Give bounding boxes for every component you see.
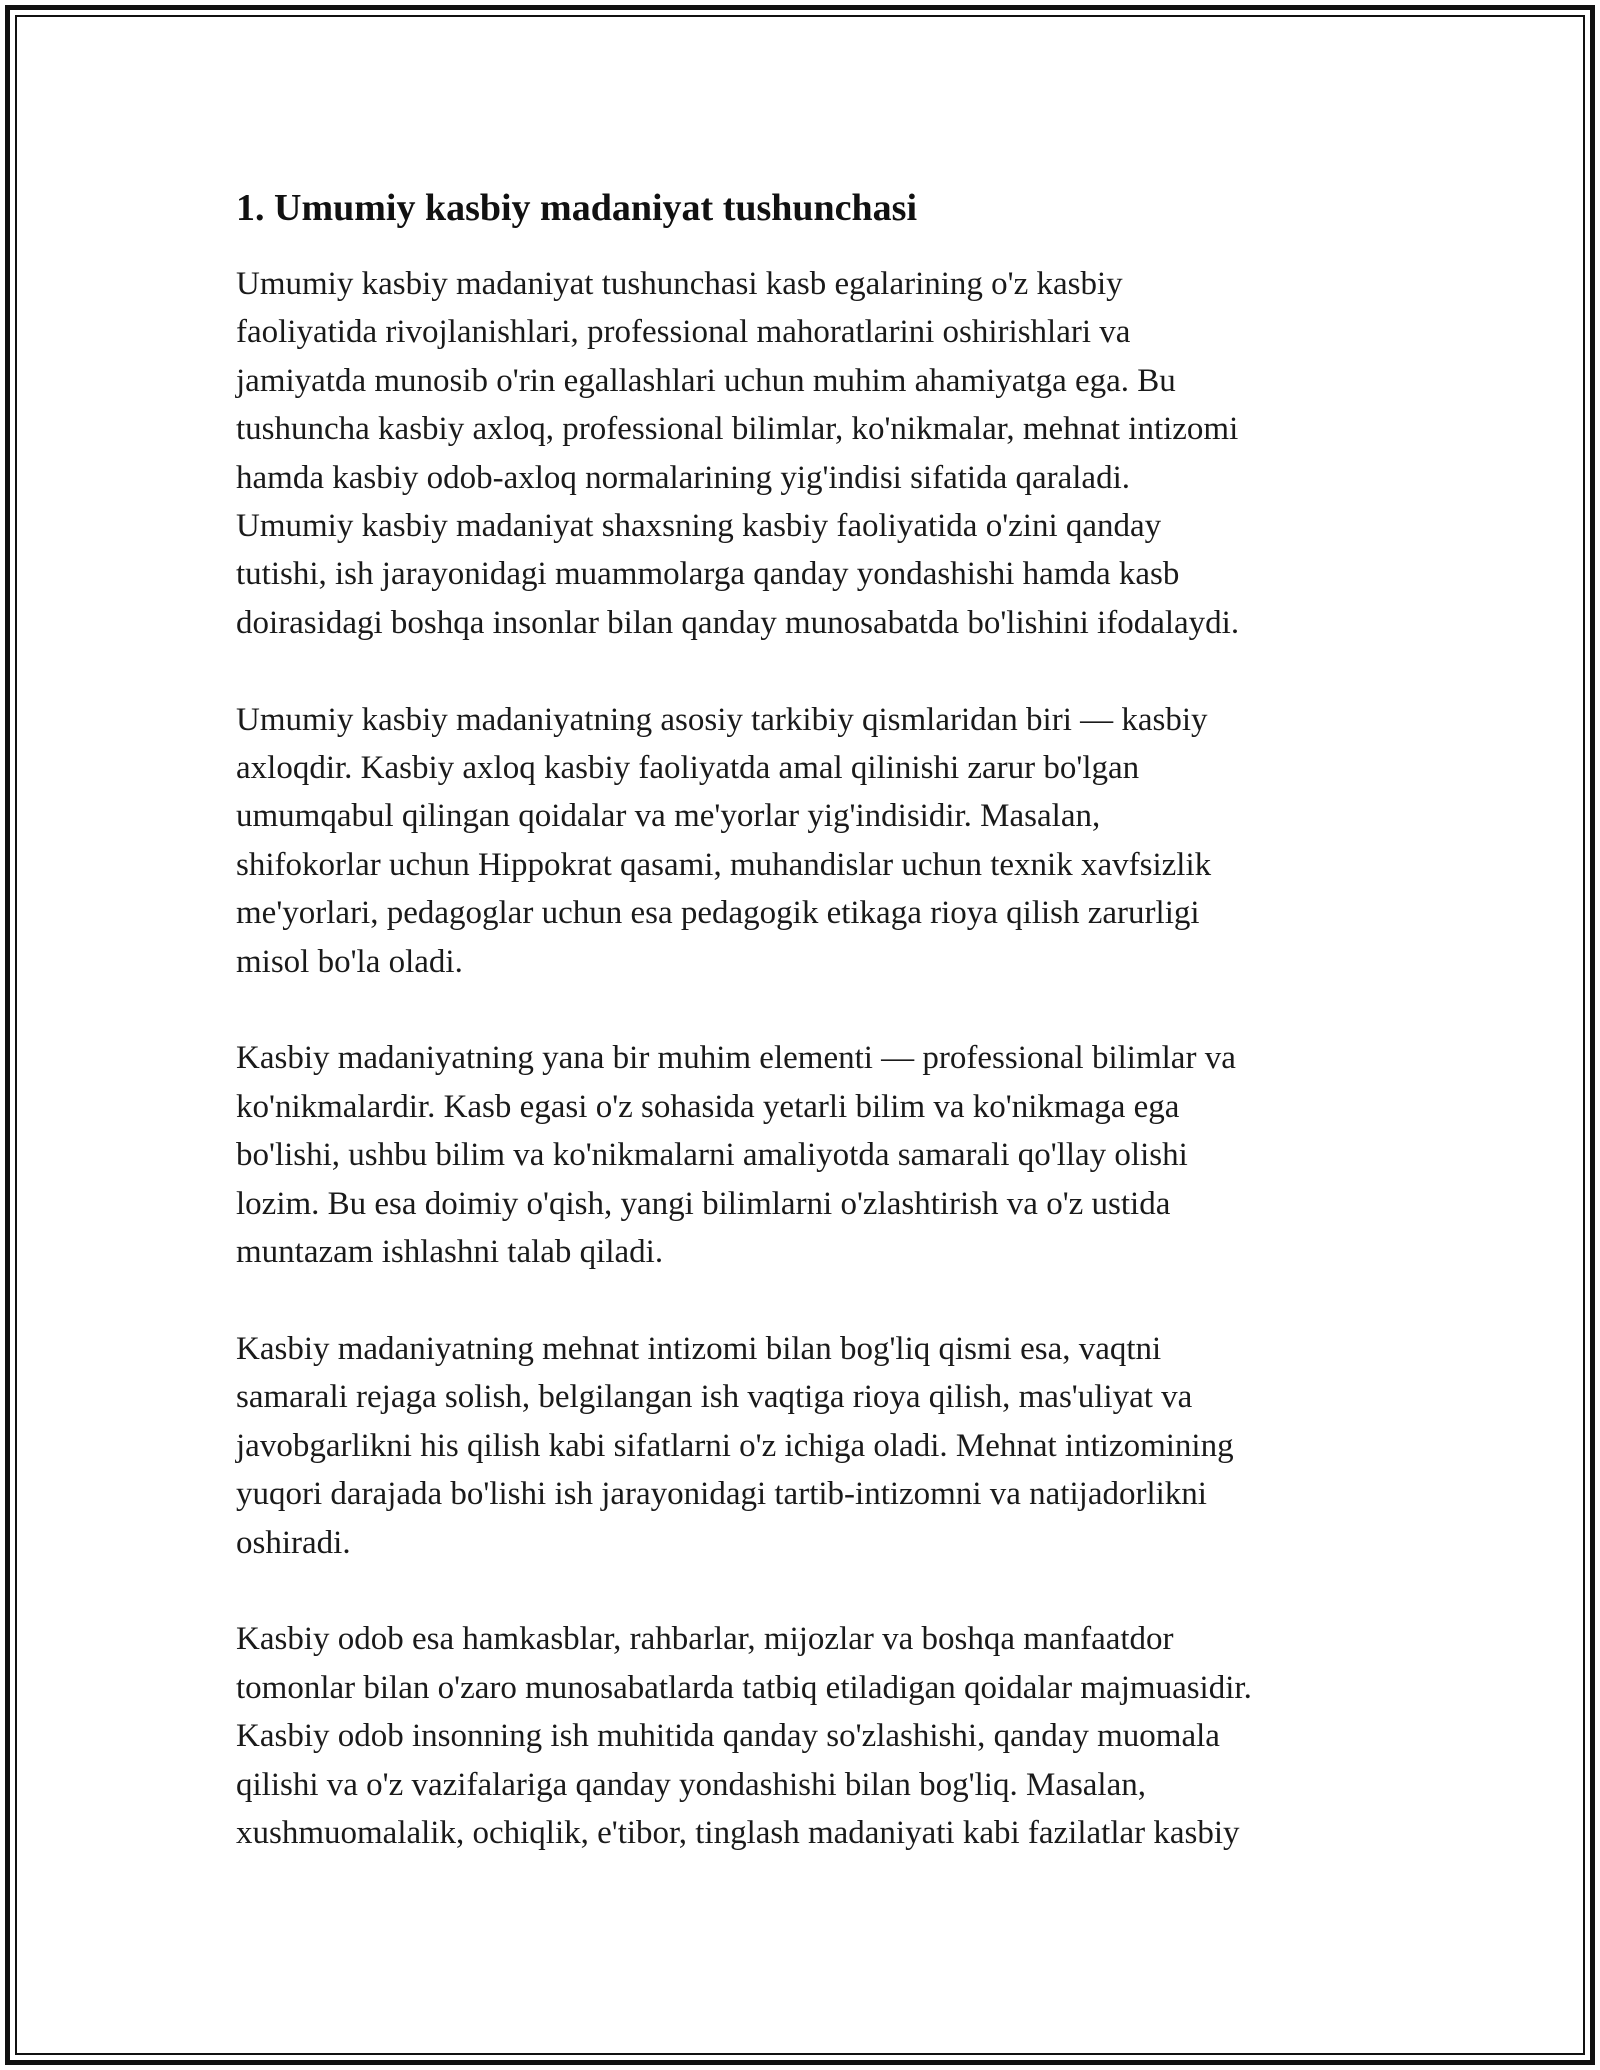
paragraph-line: qilishi va o'z vazifalariga qanday yondashishi bilan bog'liq. Masalan, [236, 1766, 1146, 1803]
paragraph-line: Kasbiy madaniyatning mehnat intizomi bilan bog'liq qismi esa, vaqtni [236, 1330, 1162, 1367]
paragraph-definition [236, 260, 1376, 647]
paragraph-line: muntazam ishlashni talab qiladi. [236, 1234, 664, 1271]
paragraph-line: misol bo'la oladi. [236, 943, 463, 980]
paragraph-line: Kasbiy odob esa hamkasblar, rahbarlar, mijozlar va boshqa manfaatdor [236, 1621, 1174, 1658]
paragraph-line: me'yorlari, pedagoglar uchun esa pedagogik etikaga rioya qilish zarurligi [236, 895, 1200, 932]
paragraph-line: oshiradi. [236, 1524, 351, 1561]
paragraph-line: jamiyatda munosib o'rin egallashlari uchun muhim ahamiyatga ega. Bu [236, 362, 1176, 399]
paragraph-line: tomonlar bilan o'zaro munosabatlarda tatbiq etiladigan qoidalar majmuasidir. [236, 1669, 1252, 1706]
paragraph-line: bo'lishi, ushbu bilim va ko'nikmalarni amaliyotda samarali qo'llay olishi [236, 1137, 1188, 1174]
paragraph-line: hamda kasbiy odob-axloq normalarining yig'indisi sifatida qaraladi. [236, 459, 1130, 496]
paragraph-ethics [236, 696, 1376, 986]
paragraph-line: tutishi, ish jarayonidagi muammolarga qanday yondashishi hamda kasb [236, 556, 1180, 593]
paragraph-line: faoliyatida rivojlanishlari, professional mahoratlarini oshirishlari va [236, 314, 1131, 351]
paragraph-line: ko'nikmalardir. Kasb egasi o'z sohasida yetarli bilim va ko'nikmaga ega [236, 1088, 1180, 1125]
paragraph-line: javobgarlikni his qilish kabi sifatlarni o'z ichiga oladi. Mehnat intizomining [236, 1427, 1234, 1464]
paragraph-line: tushuncha kasbiy axloq, professional bilimlar, ko'nikmalar, mehnat intizomi [236, 411, 1239, 448]
document-body [236, 184, 1376, 1906]
paragraph-skills [236, 1034, 1376, 1276]
paragraph-etiquette [236, 1615, 1376, 1857]
paragraph-line: Umumiy kasbiy madaniyat shaxsning kasbiy faoliyatida o'zini qanday [236, 508, 1162, 545]
paragraph-line: yuqori darajada bo'lishi ish jarayonidagi tartib-intizomni va natijadorlikni [236, 1476, 1207, 1513]
paragraph-discipline [236, 1325, 1376, 1567]
paragraph-line: Umumiy kasbiy madaniyatning asosiy tarkibiy qismlaridan biri — kasbiy [236, 701, 1208, 738]
paragraph-line: Kasbiy madaniyatning yana bir muhim elementi — professional bilimlar va [236, 1040, 1236, 1077]
paragraph-line: umumqabul qilingan qoidalar va me'yorlar yig'indisidir. Masalan, [236, 798, 1101, 835]
paragraph-line: Umumiy kasbiy madaniyat tushunchasi kasb egalarining o'z kasbiy [236, 266, 1123, 302]
paragraph-line: xushmuomalalik, ochiqlik, e'tibor, tinglash madaniyati kabi fazilatlar kasbiy [236, 1814, 1240, 1851]
paragraph-line: samarali rejaga solish, belgilangan ish vaqtiga rioya qilish, mas'uliyat va [236, 1379, 1193, 1416]
paragraph-line: Kasbiy odob insonning ish muhitida qanday so'zlashishi, qanday muomala [236, 1718, 1220, 1755]
paragraph-line: doirasidagi boshqa insonlar bilan qanday munosabatda bo'lishini ifodalaydi. [236, 604, 1240, 641]
paragraph-line: shifokorlar uchun Hippokrat qasami, muhandislar uchun texnik xavfsizlik [236, 846, 1212, 883]
section-heading: 1. Umumiy kasbiy madaniyat tushunchasi [236, 187, 918, 229]
paragraph-line: axloqdir. Kasbiy axloq kasbiy faoliyatda amal qilinishi zarur bo'lgan [236, 750, 1140, 787]
paragraph-line: lozim. Bu esa doimiy o'qish, yangi bilimlarni o'zlashtirish va o'z ustida [236, 1185, 1171, 1222]
